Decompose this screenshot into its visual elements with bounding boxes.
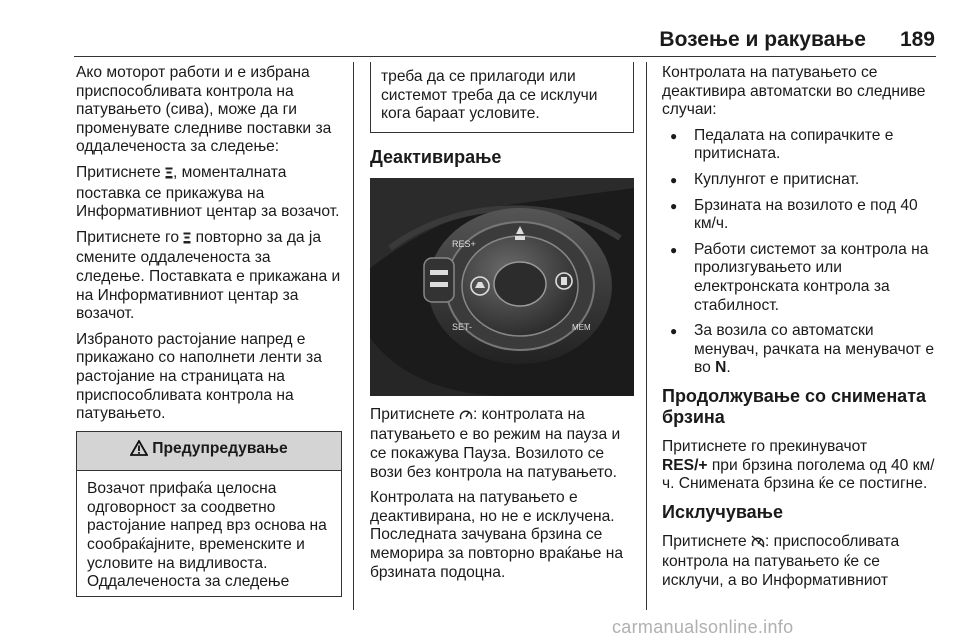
column-2 (370, 64, 634, 589)
paragraph: Ако моторот работи и е избрана приспособливата контрола на патувањето (сива), може да ги променувате следниве поставки за оддалеченоста за следење: (76, 64, 332, 156)
paragraph (76, 229, 342, 324)
mem-label: MEM (572, 322, 591, 332)
warning-triangle-icon (130, 440, 148, 462)
warning-box (76, 431, 342, 597)
res-button-label: RES/+ (662, 456, 708, 474)
text: при брзина поголема од 40 км/ч. Снимената брзина ќе се постигне. (662, 456, 935, 493)
text: Притиснете го прекинувачот (662, 437, 868, 455)
column-1 (76, 64, 342, 597)
section-heading: Продолжување со снимената брзина (662, 385, 927, 427)
warning-header (77, 432, 341, 472)
warning-text: треба да се прилагоди или системот треба да се исклучи кога бараат условите. (381, 68, 598, 123)
paragraph (76, 164, 342, 222)
text: За возила со автоматски менувач, рачката на менувачот е во (694, 322, 935, 377)
distance-gap-icon (165, 166, 173, 185)
list-item: ● Брзината на возилото е под 40 км/ч. (662, 197, 938, 234)
column-3 (662, 64, 938, 597)
paragraph (370, 406, 634, 482)
text: : приспособливата контрола на патувањето ќе се исклучи, а во Информативниот (662, 532, 900, 589)
list-item (662, 322, 938, 378)
paragraph: Контролата на патувањето се деактивира автоматски во следниве случаи: (662, 64, 926, 119)
paragraph (662, 438, 938, 494)
list-item: ● Педалата на сопирачките е притисната. (662, 127, 938, 164)
set-label: SET- (452, 321, 473, 332)
page-number: 189 (899, 28, 935, 51)
text: Притиснете го (76, 228, 184, 246)
section-heading: Деактивирање (370, 146, 502, 167)
list-item: ● Работи системот за контрола на пролизгувањето или електронската контрола за стабилност. (662, 241, 938, 315)
bullet-list (662, 127, 938, 378)
text: повторно за да ја смените оддалеченоста за следење. Поставката е прикажана и на Информативниот центар за возачот. (76, 228, 341, 323)
paragraph (662, 533, 938, 591)
warning-box-continued (370, 62, 634, 133)
warning-title: Предупредување (152, 439, 288, 457)
steering-wheel-controls-figure (370, 178, 634, 396)
text: Притиснете (370, 405, 459, 423)
text: Притиснете (76, 163, 165, 181)
text: : контролата на патувањето е во режим на пауза и се покажува Пауза. Возилото се вози без контрола на патувањето. (370, 405, 621, 481)
paragraph: Контролата на патувањето е деактивирана, но не е исклучена. Последната зачувана брзина се меморира за повторно враќање на брзината подоцна. (370, 489, 624, 581)
cruise-control-icon (459, 408, 473, 427)
gear-n-label: N (715, 359, 727, 377)
paragraph: Избраното растојание напред е прикажано со наполнети ленти за растојание на страницата на приспособливата контрола на патувањето. (76, 330, 322, 423)
res-label: RES+ (452, 238, 476, 249)
page-header-title: Возење и ракување (659, 28, 866, 51)
section-heading: Исклучување (662, 501, 784, 522)
text: , моменталната поставка се прикажува на Информативниот центар за возачот. (76, 163, 340, 221)
text: . (726, 359, 731, 377)
watermark: carmanualsonline.info (612, 617, 794, 637)
text: Притиснете (662, 532, 751, 550)
warning-body (77, 471, 341, 596)
column-divider-2 (646, 62, 647, 610)
warning-text: Возачот прифаќа целосна одговорност за соодветно растојание напред врз основа на сообраќајните, временските и условите на видливоста. Оддалеченоста за следење (87, 480, 327, 591)
list-item: ● Куплунгот е притиснат. (662, 171, 938, 190)
column-divider-1 (353, 62, 354, 610)
cruise-control-off-icon (751, 535, 765, 554)
header-rule (74, 56, 936, 57)
